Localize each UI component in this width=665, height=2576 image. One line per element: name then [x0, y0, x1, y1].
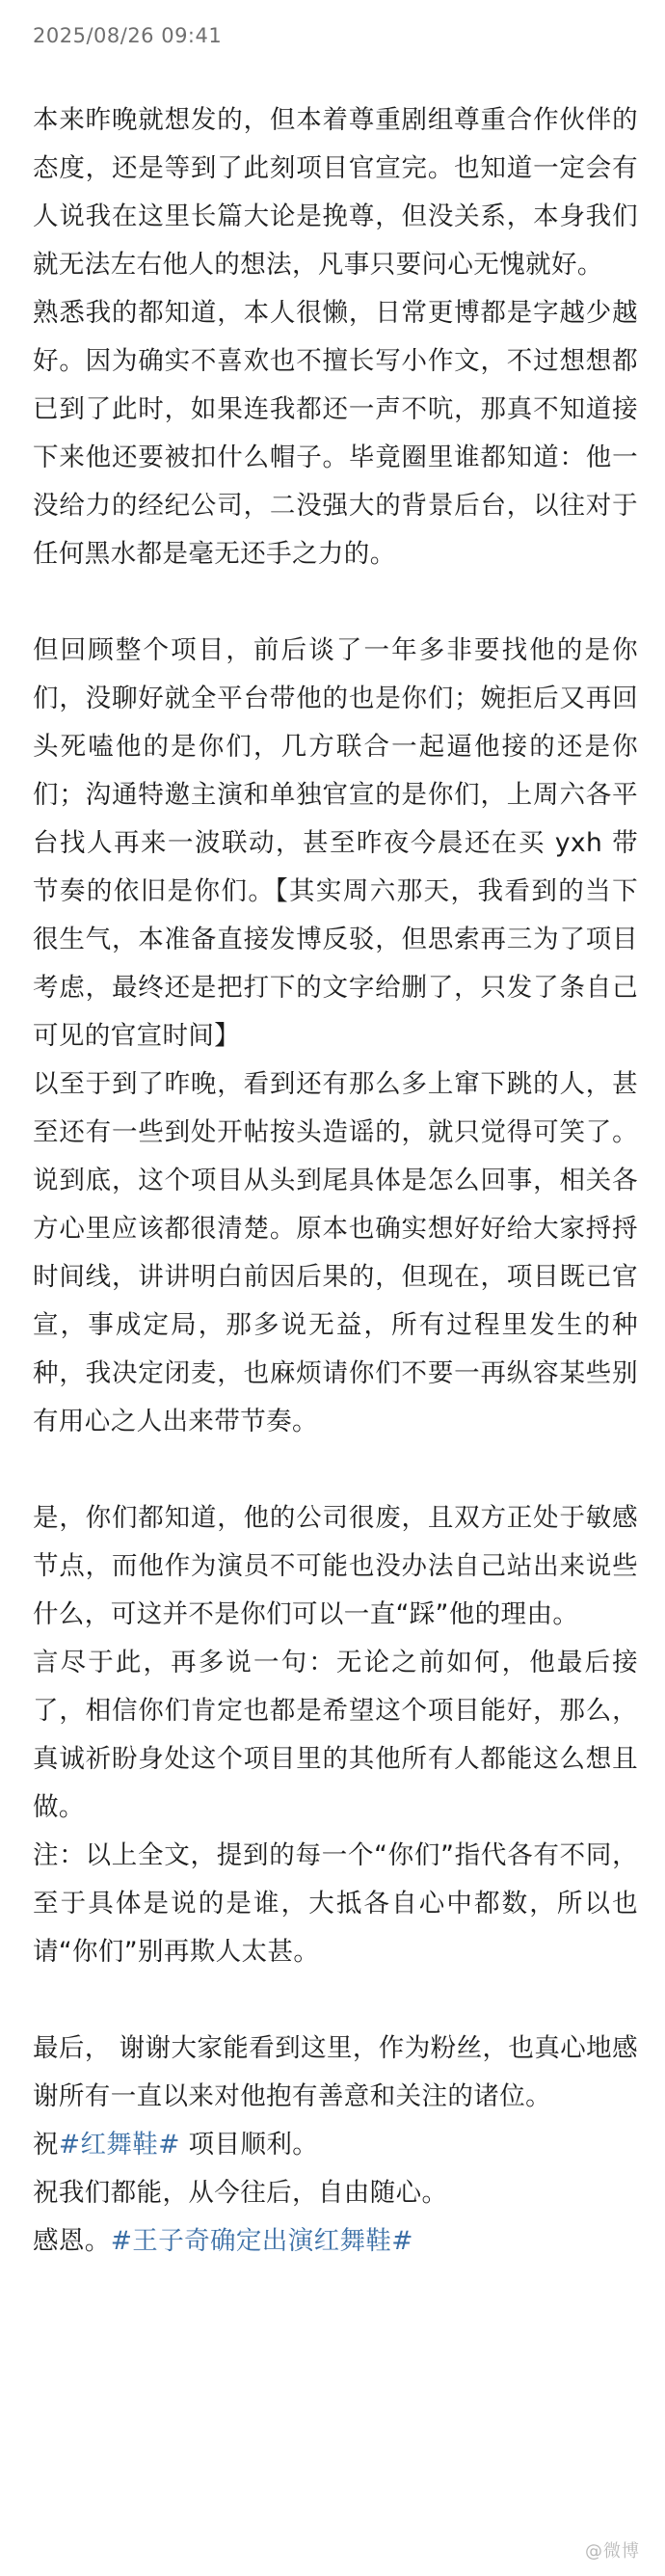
thanks-line [33, 2217, 638, 2266]
wish-line [33, 2121, 638, 2169]
wish-suffix: 项目顺利。 [179, 2130, 319, 2160]
post-body [33, 96, 638, 2266]
wish-prefix: 祝 [33, 2130, 59, 2160]
paragraph-2: 熟悉我的都知道，本人很懒，日常更博都是字越少越好。因为确实不喜欢也不擅长写小作文，不过想想都已到了此时，如果连我都还一声不吭，那真不知道接下来他还要被扣什么帽子。毕竟圈里谁都知道：他一没给力的经纪公司，二没强大的背景后台，以往对于任何黑水都是毫无还手之力的。 [33, 298, 638, 569]
paragraph-5: 是，你们都知道，他的公司很废，且双方正处于敏感节点，而他作为演员不可能也没办法自己站出来说些什么，可这并不是你们可以一直“踩”他的理由。 [33, 1503, 638, 1629]
free-line: 祝我们都能，从今往后，自由随心。 [33, 2178, 448, 2208]
paragraph-6: 言尽于此，再多说一句：无论之前如何，他最后接了，相信你们肯定也都是希望这个项目能好，那么，真诚祈盼身处这个项目里的其他所有人都能这么想且做。 [33, 1648, 638, 1822]
paragraph-7: 注：以上全文，提到的每一个“你们”指代各有不同，至于具体是说的是谁，大抵各自心中都数，所以也请“你们”别再欺人太甚。 [33, 1840, 638, 1967]
paragraph-4: 以至于到了昨晚，看到还有那么多上窜下跳的人，甚至还有一些到处开帖按头造谣的，就只觉得可笑了。说到底，这个项目从头到尾具体是怎么回事，相关各方心里应该都很清楚。原本也确实想好好给大家捋捋时间线，讲讲明白前因后果的，但现在，项目既已官宣，事成定局，那多说无益，所有过程里发生的种种，我决定闭麦，也麻烦请你们不要一再纵容某些别有用心之人出来带节奏。 [33, 1069, 638, 1436]
paragraph-3: 但回顾整个项目，前后谈了一年多非要找他的是你们，没聊好就全平台带他的也是你们；婉拒后又再回头死嗑他的是你们，几方联合一起逼他接的还是你们；沟通特邀主演和单独官宣的是你们，上周六各平台找人再来一波联动，甚至昨夜今晨还在买 yxh 带节奏的依旧是你们。【其实周六那天，我看到的当下很生气，本准备直接发博反驳，但思索再三为了项目考虑，最终还是把打下的文字给删了，只发了条自己可见的官宣时间】 [33, 635, 638, 1051]
paragraph-1: 本来昨晚就想发的，但本着尊重剧组尊重合作伙伴的态度，还是等到了此刻项目官宣完。也知道一定会有人说我在这里长篇大论是挽尊，但没关系，本身我们就无法左右他人的想法，凡事只要问心无愧就好。 [33, 105, 638, 280]
thanks-prefix: 感恩。 [33, 2226, 111, 2256]
post-timestamp: 2025/08/26 09:41 [33, 24, 223, 47]
hashtag-wangziqi[interactable]: #王子奇确定出演红舞鞋# [110, 2226, 413, 2256]
weibo-watermark: @微博 [585, 2541, 640, 2562]
hashtag-hongwuxie[interactable]: #红舞鞋# [58, 2130, 180, 2160]
paragraph-8: 最后， 谢谢大家能看到这里，作为粉丝，也真心地感谢所有一直以来对他抱有善意和关注的诸位。 [33, 2033, 638, 2111]
